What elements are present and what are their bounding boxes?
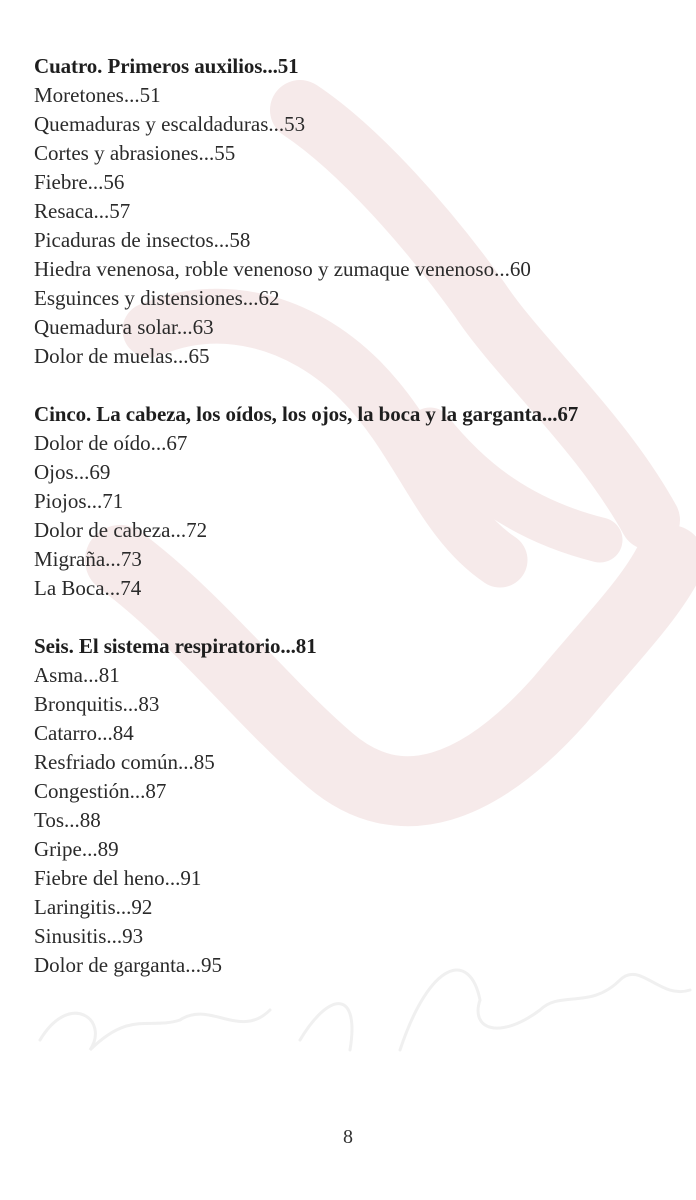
toc-entry: Piojos...71 (34, 489, 124, 513)
section-title: Seis. El sistema respiratorio...81 (34, 634, 317, 658)
toc-entry: Quemaduras y escaldaduras...53 (34, 112, 306, 136)
section-title: Cinco. La cabeza, los oídos, los ojos, la boca y la garganta...67 (34, 402, 579, 426)
toc-entry: Dolor de garganta...95 (34, 953, 222, 977)
toc-entry: Hiedra venenosa, roble venenoso y zumaque venenoso...60 (34, 257, 531, 281)
toc-entry: Cortes y abrasiones...55 (34, 141, 236, 165)
toc-entry: Ojos...69 (34, 460, 111, 484)
toc-section (34, 400, 674, 603)
toc-entry: Laringitis...92 (34, 895, 153, 919)
toc-entry: Bronquitis...83 (34, 692, 160, 716)
toc-entry: Catarro...84 (34, 721, 134, 745)
toc-entry: Esguinces y distensiones...62 (34, 286, 280, 310)
toc-entry: Fiebre...56 (34, 170, 125, 194)
toc-section (34, 632, 674, 980)
toc-entry: Gripe...89 (34, 837, 119, 861)
toc-entry: Dolor de cabeza...72 (34, 518, 208, 542)
toc-entry: Asma...81 (34, 663, 120, 687)
toc-entry: Migraña...73 (34, 547, 142, 571)
toc-section (34, 52, 674, 371)
table-of-contents (34, 52, 674, 1009)
toc-entry: Picaduras de insectos...58 (34, 228, 251, 252)
toc-entry: Resaca...57 (34, 199, 131, 223)
toc-entry: Resfriado común...85 (34, 750, 215, 774)
toc-entry: Congestión...87 (34, 779, 167, 803)
section-title: Cuatro. Primeros auxilios...51 (34, 54, 299, 78)
toc-entry: Moretones...51 (34, 83, 161, 107)
toc-entry: La Boca...74 (34, 576, 142, 600)
toc-entry: Quemadura solar...63 (34, 315, 214, 339)
toc-entry: Tos...88 (34, 808, 101, 832)
toc-entry: Dolor de muelas...65 (34, 344, 210, 368)
toc-entry: Sinusitis...93 (34, 924, 144, 948)
toc-entry: Fiebre del heno...91 (34, 866, 202, 890)
page-number: 8 (343, 1126, 353, 1148)
toc-entry: Dolor de oído...67 (34, 431, 188, 455)
